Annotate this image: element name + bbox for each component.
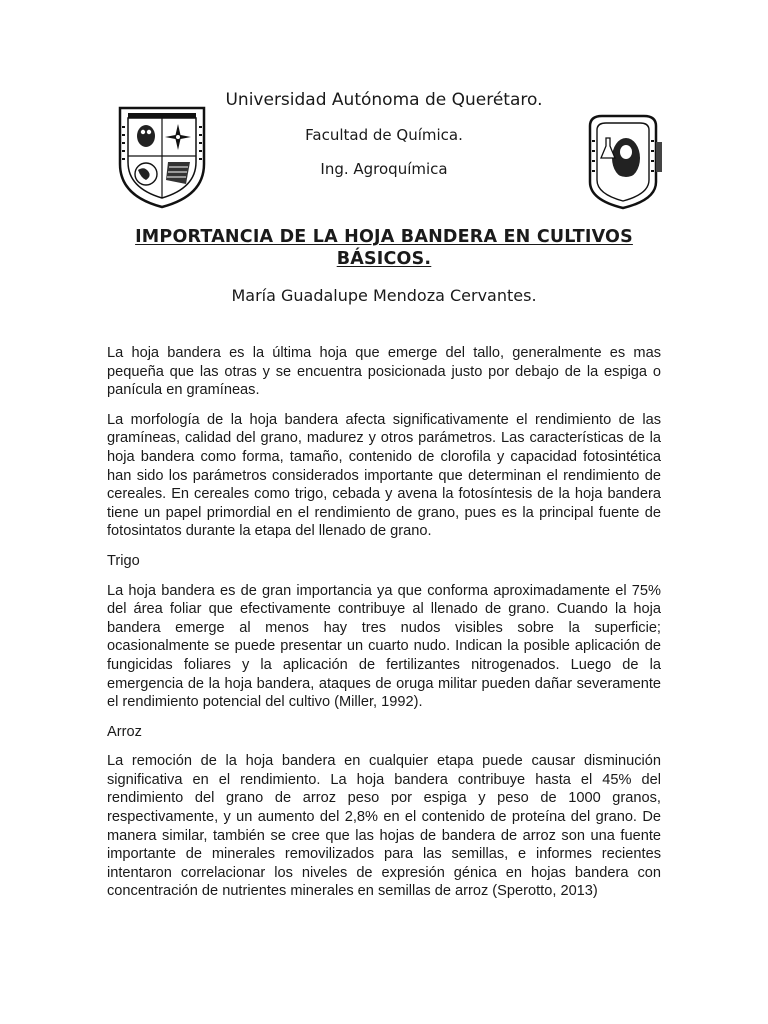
document-author: María Guadalupe Mendoza Cervantes.: [231, 286, 537, 305]
university-name: Universidad Autónoma de Querétaro.: [225, 90, 543, 110]
document-header: [0, 88, 768, 180]
program-name: Ing. Agroquímica: [320, 160, 448, 178]
paragraph-arroz: La remoción de la hoja bandera en cualquier etapa puede causar disminución significativa en el rendimiento. La hoja bandera contribuye hasta el 45% del rendimiento del grano de arroz peso por espiga y peso de 1000 granos, respectivamente, y un aumento del 2,8% en el contenido de proteína del grano. De manera similar, también se cree que las hojas de bandera de arroz son una fuente importante de minerales removilizados para las semillas, e informes recientes intentaron correlacionar los niveles de expresión génica en hojas bandera con concentración de nutrientes minerales en semillas de arroz (Sperotto, 2013): [107, 753, 661, 900]
paragraph-trigo: La hoja bandera es de gran importancia ya que conforma aproximadamente el 75% del área foliar que efectivamente contribuye al llenado de grano. Cuando la hoja bandera emerge al menos hay tres nudos visibles sobre la superficie; ocasionalmente se puede presentar un cuarto nudo. Indican la posible aplicación de fungicidas foliares y la aplicación de fertilizantes nitrogenados. Luego de la emergencia de la hoja bandera, ataques de oruga militar pueden dañar severamente el rendimiento potencial del cultivo (Miller, 1992).: [107, 582, 661, 711]
section-heading-arroz: Arroz: [107, 723, 142, 740]
document-body: [107, 344, 661, 912]
paragraph-intro: La hoja bandera es la última hoja que emerge del tallo, generalmente es mas pequeña que las otras y se encuentra posicionada justo por debajo de la espiga o panícula en gramíneas.: [107, 345, 661, 399]
paragraph-morphology: La morfología de la hoja bandera afecta significativamente el rendimiento de las gramíneas, calidad del grano, madurez y otros parámetros. Las características de la hoja bandera como forma, tamaño, contenido de clorofila y capacidad fotosintética han sido los parámetros considerados importante que determinan el rendimiento de cereales. En cereales como trigo, cebada y avena la fotosíntesis de la hoja bandera tiene un papel primordial en el rendimiento de grano, pues es la principal fuente de fotosintatos durante la etapa del llenado de grano.: [107, 411, 661, 540]
document-title: IMPORTANCIA DE LA HOJA BANDERA EN CULTIVOS BÁSICOS.: [135, 227, 633, 269]
faculty-name: Facultad de Química.: [305, 126, 463, 144]
section-heading-trigo: Trigo: [107, 552, 140, 569]
